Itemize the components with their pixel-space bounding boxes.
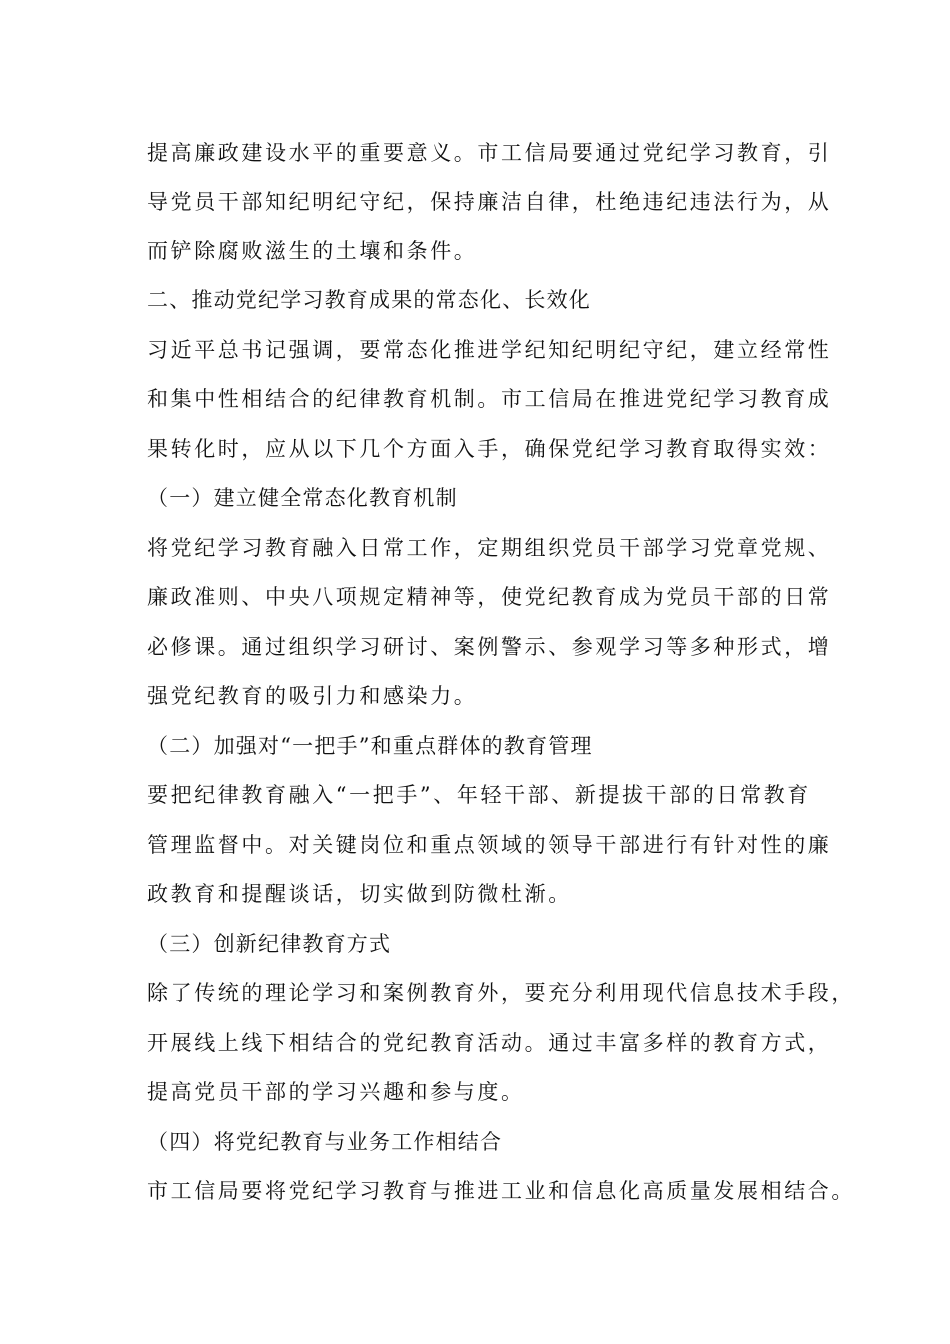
paragraph-line: 强党纪教育的吸引力和感染力。 bbox=[147, 684, 478, 708]
subsection-heading: （四）将党纪教育与业务工作相结合 bbox=[147, 1130, 503, 1154]
paragraph-line: 必修课。通过组织学习研讨、案例警示、参观学习等多种形式，增 bbox=[147, 635, 832, 659]
paragraph-line: 市工信局要将党纪学习教育与推进工业和信息化高质量发展相结合。 bbox=[147, 1179, 855, 1203]
paragraph-line: 政教育和提醒谈话，切实做到防微杜渐。 bbox=[147, 882, 572, 906]
paragraph-line: 和集中性相结合的纪律教育机制。市工信局在推进党纪学习教育成 bbox=[147, 387, 832, 411]
subsection-heading: （三）创新纪律教育方式 bbox=[147, 932, 392, 956]
paragraph-line: 导党员干部知纪明纪守纪，保持廉洁自律，杜绝违纪违法行为，从 bbox=[147, 190, 832, 214]
paragraph-line: 果转化时，应从以下几个方面入手，确保党纪学习教育取得实效： bbox=[147, 437, 832, 461]
subsection-heading: （二）加强对“一把手”和重点群体的教育管理 bbox=[147, 734, 593, 758]
paragraph-line: 管理监督中。对关键岗位和重点领域的领导干部进行有针对性的廉 bbox=[147, 833, 832, 857]
section-heading: 二、推动党纪学习教育成果的常态化、长效化 bbox=[147, 288, 591, 312]
paragraph-line: 开展线上线下相结合的党纪教育活动。通过丰富多样的教育方式， bbox=[147, 1031, 832, 1055]
paragraph-line: 而铲除腐败滋生的土壤和条件。 bbox=[147, 239, 478, 263]
paragraph-line: 要把纪律教育融入“一把手”、年轻干部、新提拔干部的日常教育 bbox=[147, 783, 811, 807]
paragraph-line: 提高廉政建设水平的重要意义。市工信局要通过党纪学习教育，引 bbox=[147, 141, 832, 165]
paragraph-line: 除了传统的理论学习和案例教育外，要充分利用现代信息技术手段， bbox=[147, 981, 855, 1005]
paragraph-line: 廉政准则、中央八项规定精神等，使党纪教育成为党员干部的日常 bbox=[147, 585, 832, 609]
subsection-heading: （一）建立健全常态化教育机制 bbox=[147, 486, 458, 510]
paragraph-line: 将党纪学习教育融入日常工作，定期组织党员干部学习党章党规、 bbox=[147, 536, 832, 560]
paragraph-line: 提高党员干部的学习兴趣和参与度。 bbox=[147, 1080, 525, 1104]
paragraph-line: 习近平总书记强调，要常态化推进学纪知纪明纪守纪，建立经常性 bbox=[147, 338, 832, 362]
